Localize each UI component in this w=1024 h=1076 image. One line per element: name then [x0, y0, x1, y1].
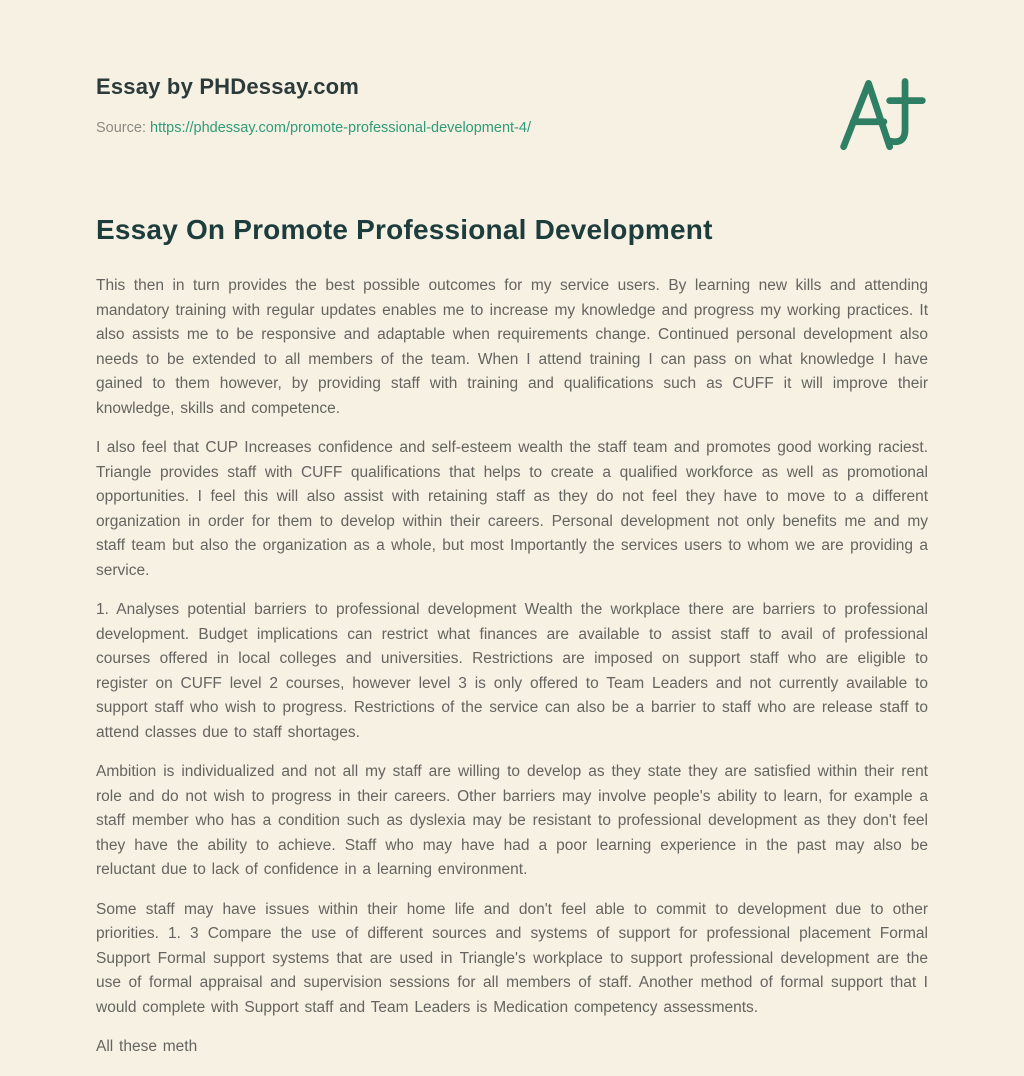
- essay-title: Essay On Promote Professional Development: [96, 214, 713, 245]
- essay-body: [96, 274, 928, 1060]
- essay-paragraph: I also feel that CUP Increases confidence and self-esteem wealth the staff team and promotes good working raciest. Triangle provides staff with CUFF qualifications that helps to create a qualified workforce as well as promotional opportunities. I feel this will also assist with retaining staff as they do not feel they have to move to a different organization in order for them to develop within their careers. Personal development not only benefits me and my staff team but also the organization as a whole, but most Importantly the services users to whom we are providing a service.: [96, 439, 928, 579]
- essay-paragraph: 1. Analyses potential barriers to professional development Wealth the workplace there are barriers to professional development. Budget implications can restrict what finances are available to assist staff to avail of professional courses offered in local colleges and universities. Restrictions are imposed on support staff who are eligible to register on CUFF level 2 courses, however level 3 is only offered to Team Leaders and not currently available to support staff who wish to progress. Restrictions of the service can also be a barrier to staff who are release staff to attend classes due to staff shortages.: [96, 601, 928, 741]
- phdessay-logo-icon: [834, 68, 930, 164]
- source-line: [96, 120, 928, 136]
- essay-paragraph: Ambition is individualized and not all my staff are willing to develop as they state they are satisfied within their rent role and do not wish to progress in their careers. Other barriers may involve people's ability to learn, for example a staff member who has a condition such as dyslexia may be resistant to professional development as they don't feel they have the ability to achieve. Staff who may have had a poor learning experience in the past may also be reluctant due to lack of confidence in a learning environment.: [96, 763, 928, 878]
- brand-heading: Essay by PHDessay.com: [96, 74, 360, 99]
- source-link[interactable]: https://phdessay.com/promote-professional-development-4/: [150, 120, 531, 136]
- essay-paragraph: Some staff may have issues within their home life and don't feel able to commit to development due to other priorities. 1. 3 Compare the use of different sources and systems of support for professional placement Formal Support Formal support systems that are used in Triangle's workplace to support professional development are the use of formal appraisal and supervision sessions for all members of staff. Another method of formal support that I would complete with Support staff and Team Leaders is Medication competency assessments.: [96, 900, 928, 1016]
- source-label: Source:: [96, 120, 146, 136]
- essay-paragraph: This then in turn provides the best possible outcomes for my service users. By learning new kills and attending mandatory training with regular updates enables me to increase my knowledge and progress my working practices. It also assists me to be responsive and adaptable when requirements change. Continued personal development also needs to be extended to all members of the team. When I attend training I can pass on what knowledge I have gained to them however, by providing staff with training and qualifications such as CUFF it will improve their knowledge, skills and competence.: [96, 277, 928, 417]
- essay-paragraph: All these meth: [96, 1038, 198, 1055]
